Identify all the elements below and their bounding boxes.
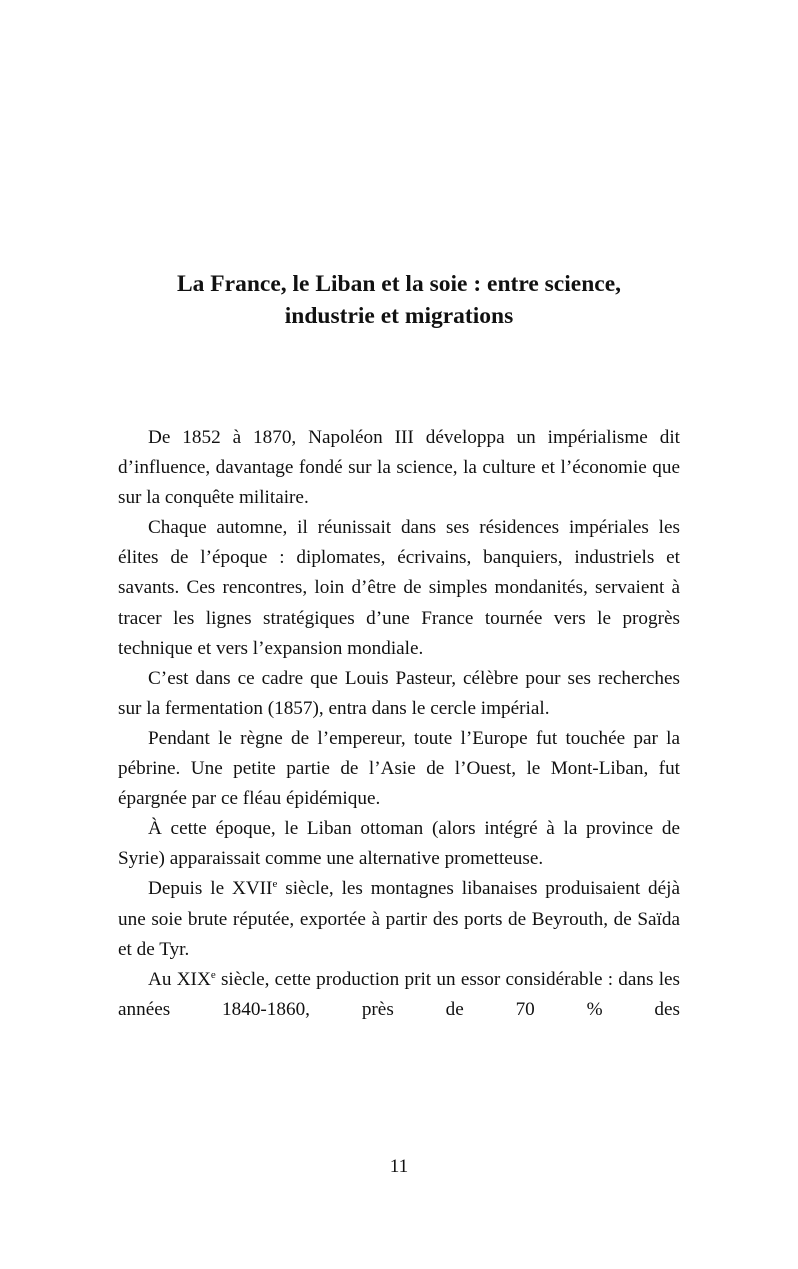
- chapter-title-line-1: La France, le Liban et la soie : entre science,: [176, 271, 621, 297]
- paragraph-6-end: siècle, les montagnes libanaises produisaient déjà une soie brute réputée, exportée à partir des ports de Beyrouth, de Saïda et de Tyr.: [118, 878, 680, 960]
- chapter-title-line-2: industrie et migrations: [284, 303, 514, 329]
- paragraph-7-end: siècle, cette production prit un essor considérable : dans les années 1840-1860, près de 70 % des: [118, 968, 681, 1020]
- century-superscript: e: [210, 968, 216, 981]
- chapter-body: [118, 423, 680, 1025]
- paragraph-4: Pendant le règne de l’empereur, toute l’Europe fut touchée par la pébrine. Une petite partie de l’Asie de l’Ouest, le Mont-Liban, fut épargnée par ce fléau épidémique.: [118, 727, 680, 810]
- paragraph-7-start: Au XIX: [148, 968, 211, 990]
- page-number: 11: [389, 1156, 409, 1177]
- century-superscript: e: [272, 878, 278, 891]
- paragraph-1: De 1852 à 1870, Napoléon III développa un impérialisme dit d’influence, davantage fondé sur la science, la culture et l’économie que sur la conquête militaire.: [118, 427, 680, 509]
- paragraph-3: C’est dans ce cadre que Louis Pasteur, célèbre pour ses recherches sur la fermentation (1857), entra dans le cercle impérial.: [118, 667, 680, 719]
- chapter-title: [80, 268, 718, 332]
- paragraph-5: À cette époque, le Liban ottoman (alors intégré à la province de Syrie) apparaissait comme une alternative prometteuse.: [118, 818, 680, 870]
- paragraph-2: Chaque automne, il réunissait dans ses résidences impériales les élites de l’époque : diplomates, écrivains, banquiers, industriels et savants. Ces rencontres, loin d’être de simples mondanités, servaient à tracer les lignes stratégiques d’une France tournée vers le progrès technique et vers l’expansion mondiale.: [118, 517, 680, 659]
- paragraph-6: [118, 874, 680, 964]
- paragraph-7: [118, 965, 680, 1025]
- paragraph-6-start: Depuis le XVII: [148, 878, 273, 900]
